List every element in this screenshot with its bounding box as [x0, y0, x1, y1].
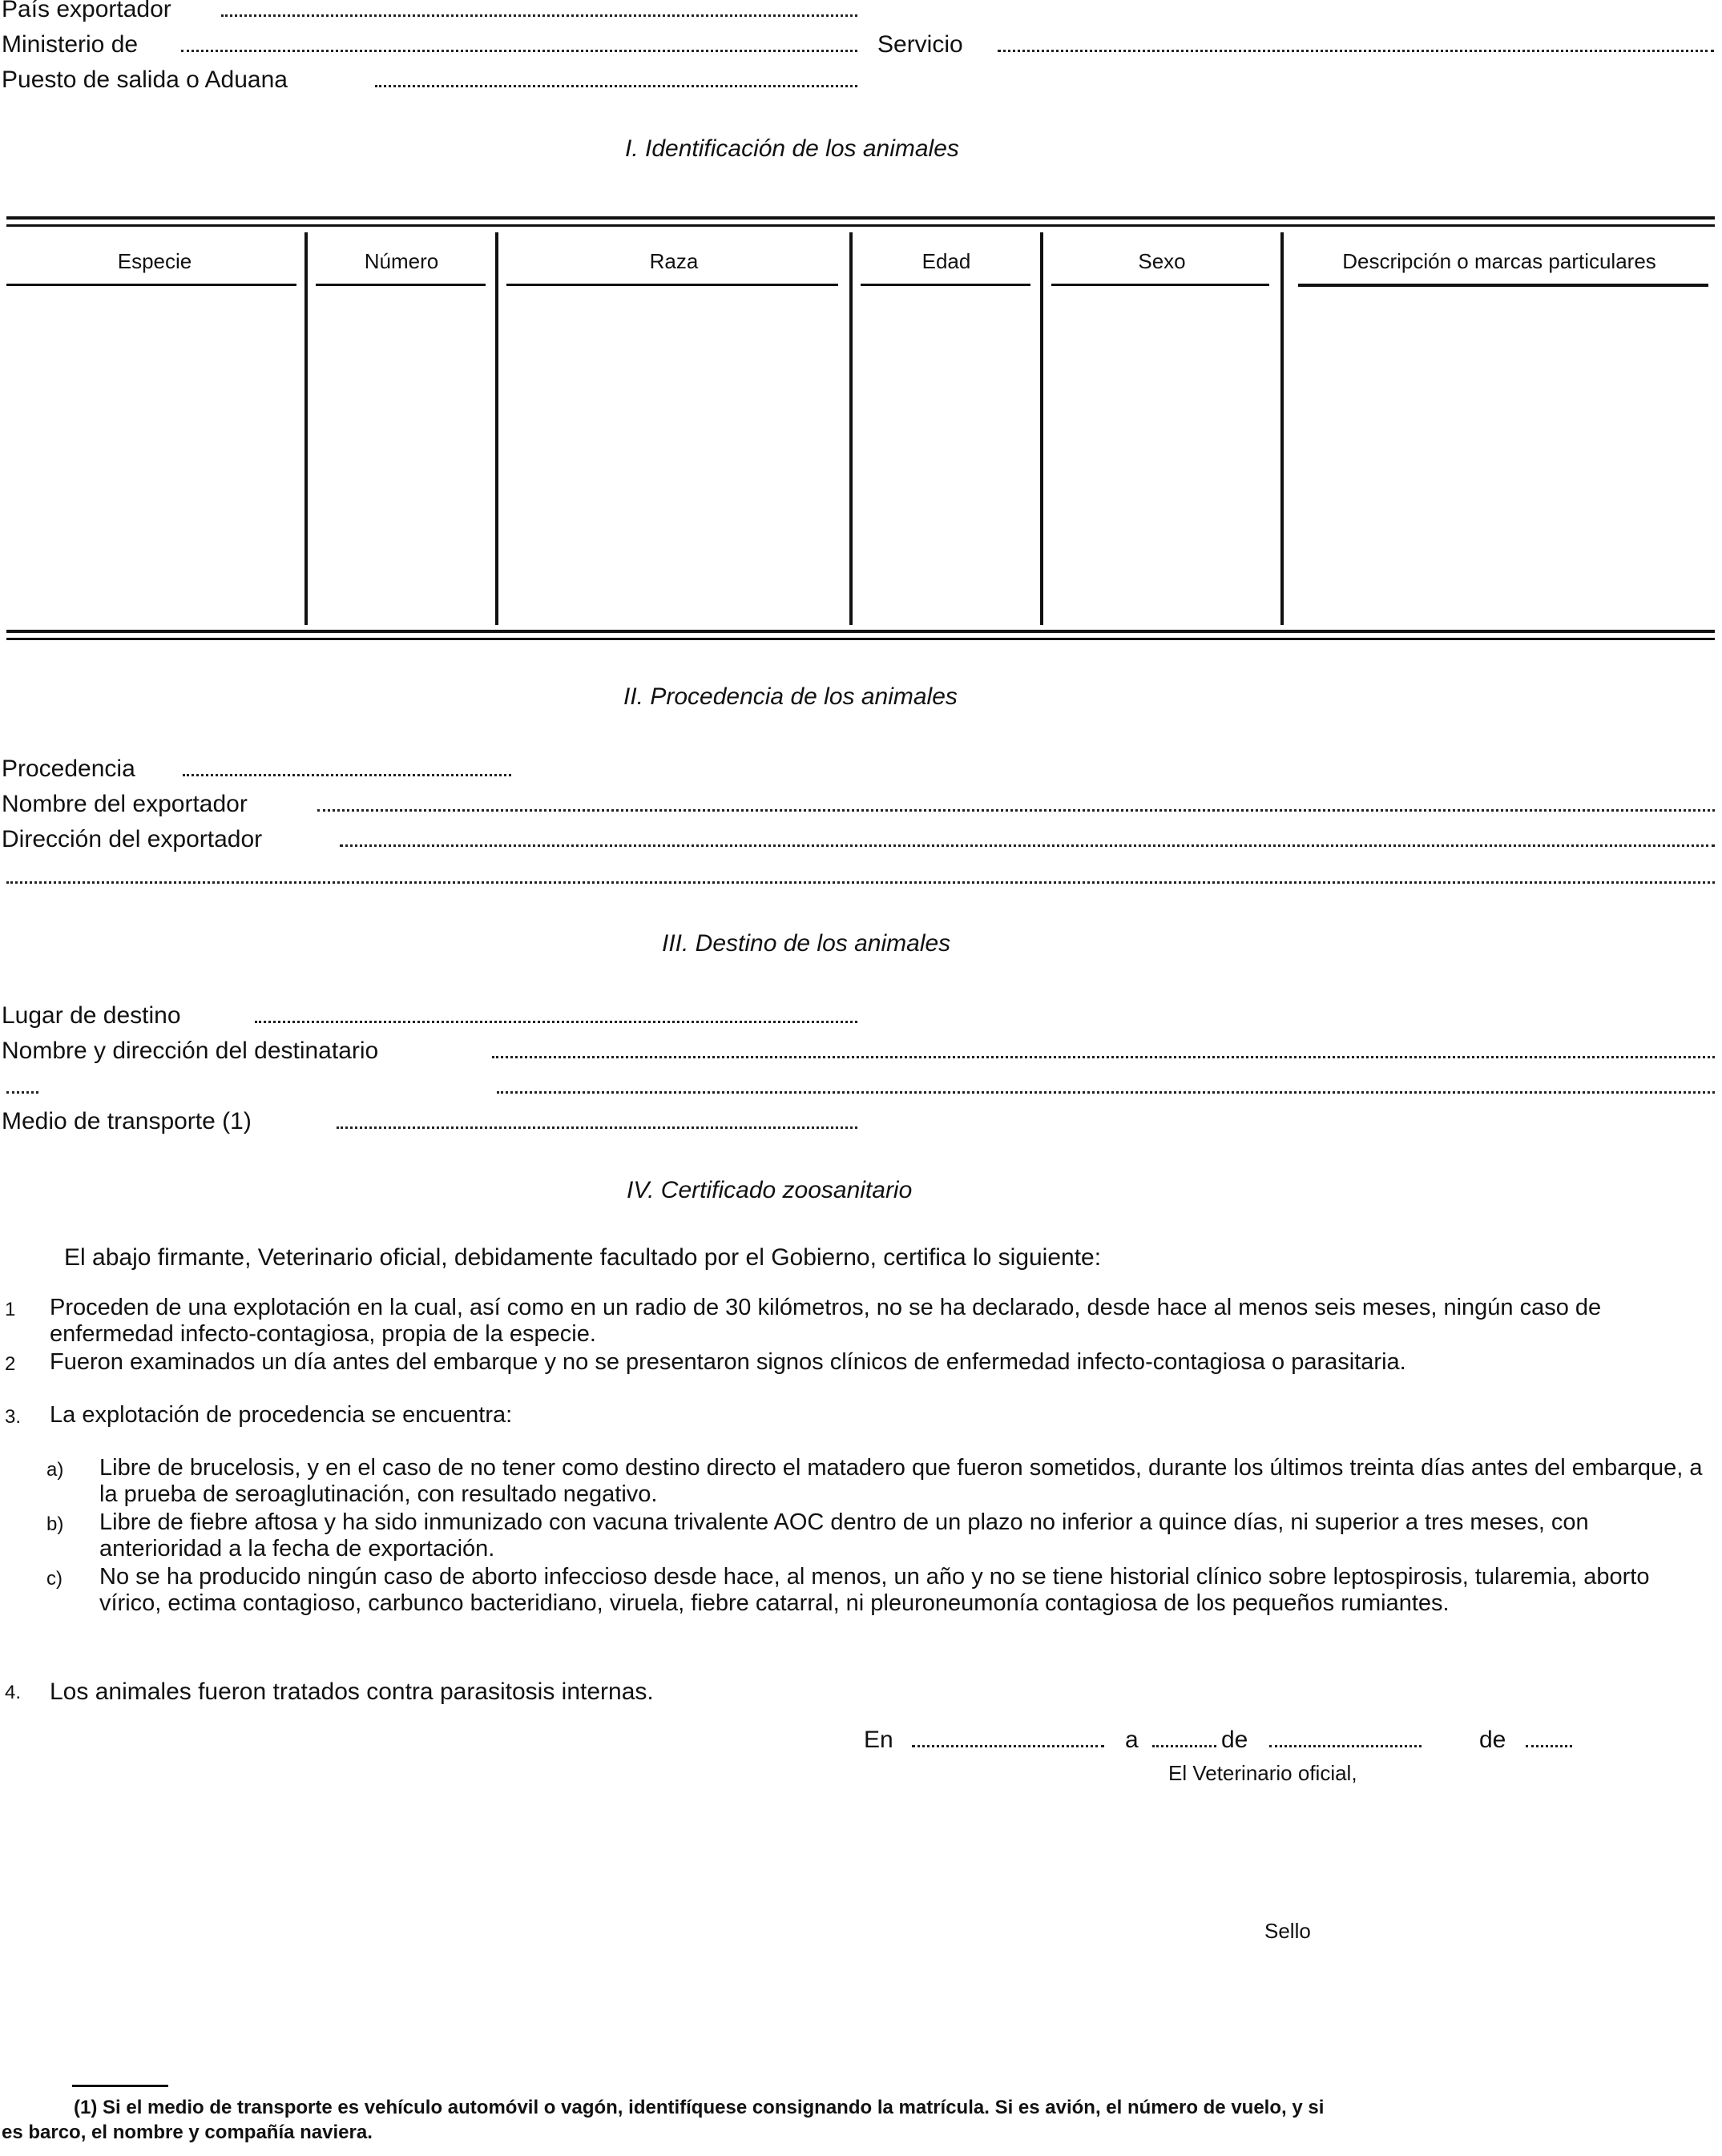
certificate-intro: El abajo firmante, Veterinario oficial, debidamente facultado por el Gobierno, certifica lo siguiente:: [64, 1244, 1102, 1271]
column-header-descripcion: Descripción o marcas particulares: [1342, 249, 1656, 273]
subitem-a-text: Libre de brucelosis, y en el caso de no tener como destino directo el matadero que fueron sometidos, durante los últimos treinta días antes del embarque, a la prueba de seroaglutinación, con resultado negativo.: [99, 1455, 1703, 1507]
place-field[interactable]: [912, 1745, 1104, 1747]
lugar-destino-label: Lugar de destino: [2, 1002, 181, 1029]
nombre-direccion-destinatario-field[interactable]: [492, 1056, 1715, 1058]
veterinario-oficial-label: El Veterinario oficial,: [1168, 1761, 1357, 1785]
subitem-b-text: Libre de fiebre aftosa y ha sido inmunizado con vacuna trivalente AOC dentro de un plazo no inferior a quince días, ni superior a tres meses, con anterioridad a la fecha de exportación.: [99, 1509, 1589, 1562]
item-1-text: Proceden de una explotación en la cual, así como en un radio de 30 kilómetros, no se ha declarado, desde hace al menos seis meses, ningún caso de enfermedad infecto-contagiosa, propia de la especie.: [50, 1295, 1602, 1347]
nombre-exportador-label: Nombre del exportador: [2, 791, 248, 817]
procedencia-label: Procedencia: [2, 756, 135, 782]
sello-label: Sello: [1264, 1919, 1311, 1943]
servicio-field[interactable]: [998, 50, 1714, 52]
column-header-sexo: Sexo: [1138, 249, 1186, 273]
column-header-numero: Número: [364, 249, 439, 273]
item-3-text: La explotación de procedencia se encuentra:: [50, 1402, 513, 1428]
footnote-separator: [72, 2085, 168, 2087]
column-header-especie: Especie: [117, 249, 192, 273]
puesto-salida-label: Puesto de salida o Aduana: [2, 66, 288, 93]
direccion-exportador-extra-line[interactable]: [6, 881, 1715, 884]
date-de-label-2: de: [1479, 1727, 1506, 1753]
section-1-title: I. Identificación de los animales: [625, 135, 959, 162]
section-3-title: III. Destino de los animales: [662, 930, 951, 957]
subitem-b-letter: b): [46, 1513, 64, 1535]
footnote-line-1: (1) Si el medio de transporte es vehículo automóvil o vagón, identifíquese consignando la matrícula. Si es avión, el número de vuelo, y si: [74, 2097, 1325, 2118]
year-field[interactable]: [1526, 1745, 1572, 1747]
subitem-c-text: No se ha producido ningún caso de aborto infeccioso desde hace, al menos, un año y no se tiene historial clínico sobre leptospirosis, tularemia, aborto vírico, ectima contagioso, carbunco bacteridiano, viruela, fiebre catarral, ni pleuroneumonía contagiosa de los pequeños rumiantes.: [99, 1564, 1650, 1616]
subitem-c-letter: c): [46, 1568, 63, 1590]
month-field[interactable]: [1269, 1745, 1422, 1747]
ministerio-field[interactable]: [181, 50, 857, 52]
item-3-number: 3.: [5, 1406, 22, 1428]
nombre-direccion-destinatario-label: Nombre y dirección del destinatario: [2, 1038, 379, 1064]
item-4-text: Los animales fueron tratados contra parasitosis internas.: [50, 1678, 654, 1705]
nombre-exportador-field[interactable]: [317, 809, 1715, 812]
destinatario-extra-line-start: [6, 1091, 38, 1094]
pais-exportador-field[interactable]: [221, 14, 857, 17]
item-2-number: 2: [5, 1353, 16, 1375]
puesto-salida-field[interactable]: [375, 85, 857, 87]
column-header-raza: Raza: [649, 249, 699, 273]
place-en-label: En: [864, 1727, 893, 1753]
section-2-title: II. Procedencia de los animales: [623, 683, 958, 710]
pais-exportador-label: País exportador: [2, 0, 171, 22]
item-2-text: Fueron examinados un día antes del embarque y no se presentaron signos clínicos de enfermedad infecto-contagiosa o parasitaria.: [50, 1349, 1406, 1375]
section-4-title: IV. Certificado zoosanitario: [627, 1177, 913, 1203]
column-header-edad: Edad: [921, 249, 971, 273]
date-a-label: a: [1125, 1727, 1139, 1753]
direccion-exportador-label: Dirección del exportador: [2, 826, 263, 852]
day-field[interactable]: [1152, 1745, 1216, 1747]
destinatario-extra-line[interactable]: [497, 1091, 1715, 1094]
item-4-number: 4.: [5, 1682, 22, 1703]
direccion-exportador-field[interactable]: [340, 844, 1715, 847]
procedencia-field[interactable]: [183, 774, 511, 776]
lugar-destino-field[interactable]: [255, 1021, 857, 1023]
footnote-line-2: es barco, el nombre y compañía naviera.: [2, 2122, 373, 2143]
medio-transporte-label: Medio de transporte (1): [2, 1108, 252, 1134]
ministerio-label: Ministerio de: [2, 31, 139, 58]
date-de-label-1: de: [1221, 1727, 1248, 1753]
medio-transporte-field[interactable]: [337, 1126, 857, 1129]
subitem-a-letter: a): [46, 1459, 64, 1481]
servicio-label: Servicio: [877, 31, 963, 58]
item-1-number: 1: [5, 1299, 16, 1320]
